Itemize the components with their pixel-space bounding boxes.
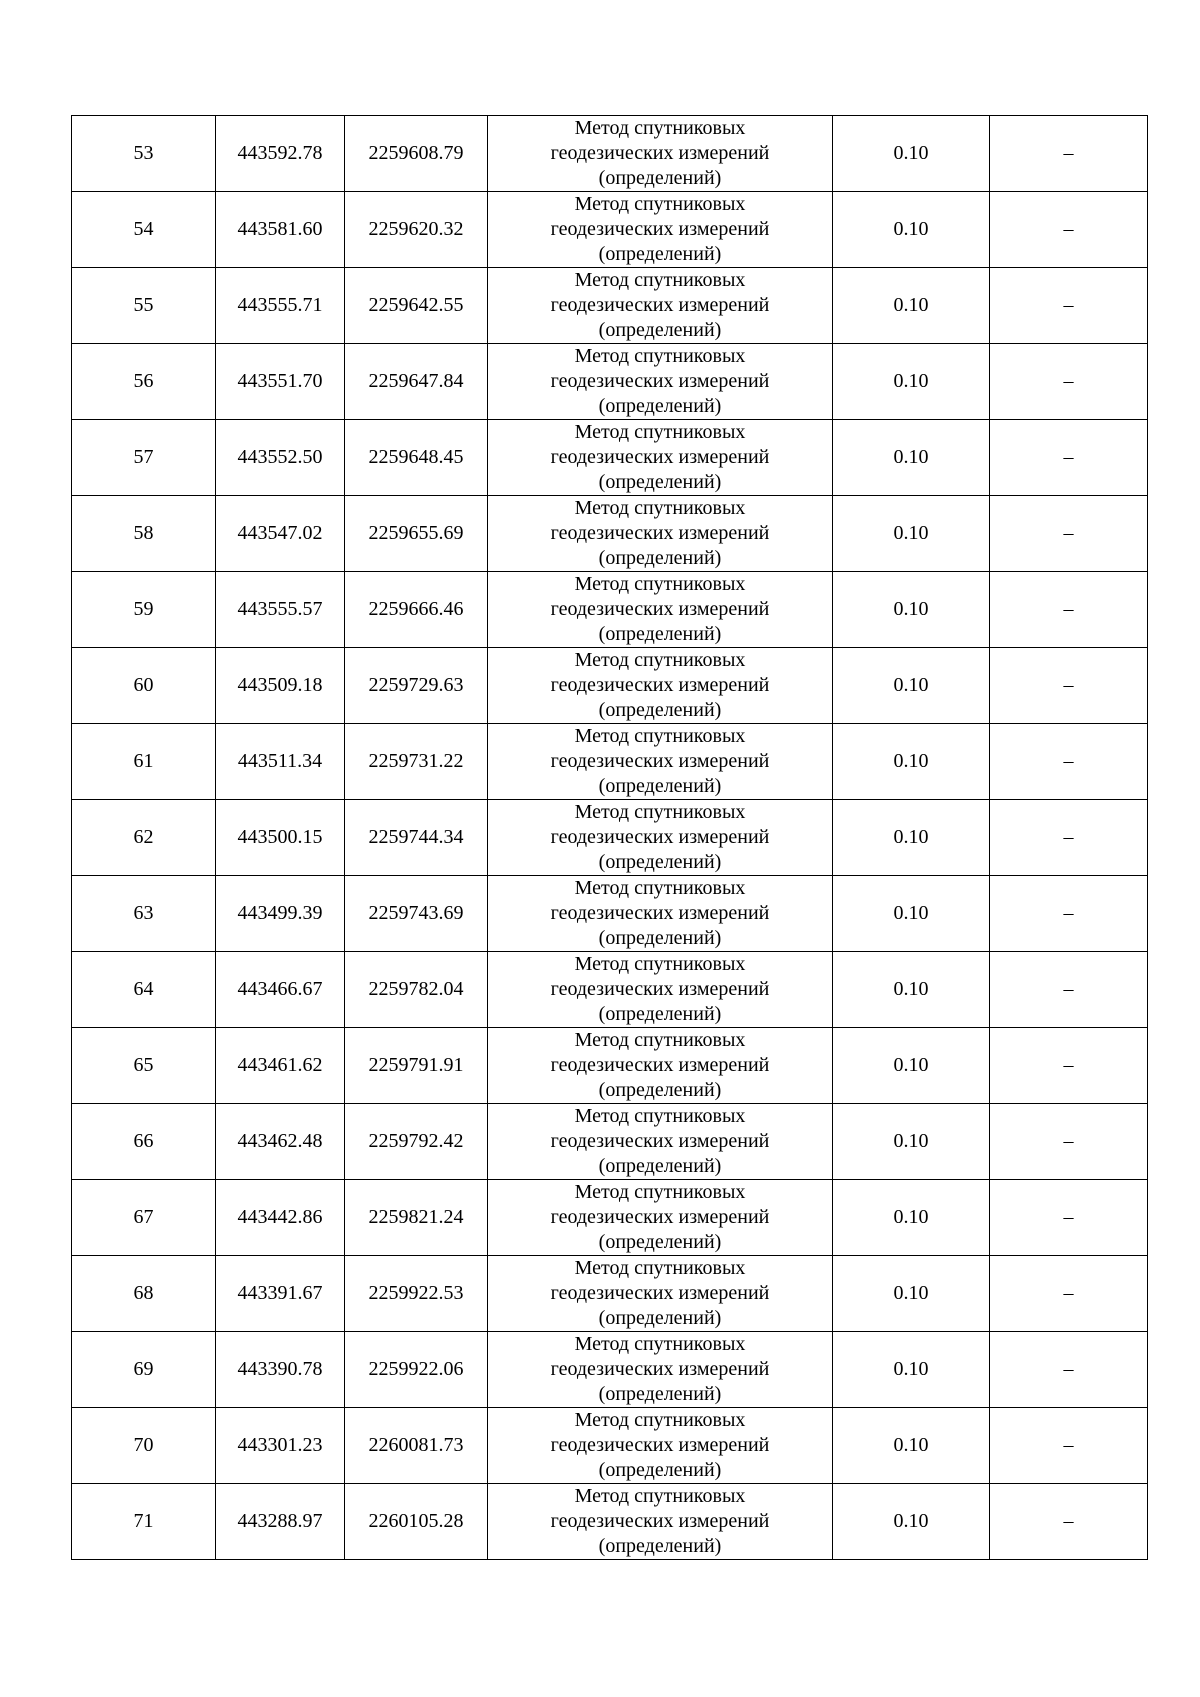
x-coordinate-cell: 443555.71	[216, 268, 345, 344]
description-cell: –	[990, 344, 1148, 420]
x-coordinate-cell: 443555.57	[216, 572, 345, 648]
accuracy-cell: 0.10	[833, 800, 990, 876]
x-coordinate-cell: 443390.78	[216, 1332, 345, 1408]
x-coordinate-cell: 443391.67	[216, 1256, 345, 1332]
table-row	[72, 876, 1148, 952]
method-text-line: (определений)	[598, 1307, 722, 1329]
accuracy-cell: 0.10	[833, 1408, 990, 1484]
description-cell: –	[990, 572, 1148, 648]
method-text-line: геодезических измерений	[550, 750, 770, 772]
description-cell: –	[990, 724, 1148, 800]
method-text-line: (определений)	[598, 1079, 722, 1101]
accuracy-cell: 0.10	[833, 1028, 990, 1104]
description-cell: –	[990, 1256, 1148, 1332]
point-number-cell: 62	[72, 800, 216, 876]
description-cell: –	[990, 952, 1148, 1028]
table-row	[72, 268, 1148, 344]
method-cell	[488, 876, 833, 952]
table-row	[72, 572, 1148, 648]
point-number-cell: 57	[72, 420, 216, 496]
method-text-line: Метод спутниковых	[574, 725, 746, 747]
y-coordinate-cell: 2259666.46	[345, 572, 488, 648]
y-coordinate-cell: 2259642.55	[345, 268, 488, 344]
y-coordinate-cell: 2259922.53	[345, 1256, 488, 1332]
method-text-line: геодезических измерений	[550, 978, 770, 1000]
y-coordinate-cell: 2259821.24	[345, 1180, 488, 1256]
point-number-cell: 58	[72, 496, 216, 572]
table-row	[72, 1180, 1148, 1256]
method-text-line: (определений)	[598, 623, 722, 645]
y-coordinate-cell: 2259620.32	[345, 192, 488, 268]
method-cell	[488, 192, 833, 268]
x-coordinate-cell: 443442.86	[216, 1180, 345, 1256]
table-row	[72, 648, 1148, 724]
method-text-line: (определений)	[598, 471, 722, 493]
method-text-line: (определений)	[598, 1459, 722, 1481]
method-text-line: Метод спутниковых	[574, 573, 746, 595]
accuracy-cell: 0.10	[833, 116, 990, 192]
method-text-line: Метод спутниковых	[574, 497, 746, 519]
description-cell: –	[990, 116, 1148, 192]
method-text-line: Метод спутниковых	[574, 877, 746, 899]
x-coordinate-cell: 443466.67	[216, 952, 345, 1028]
x-coordinate-cell: 443581.60	[216, 192, 345, 268]
y-coordinate-cell: 2259782.04	[345, 952, 488, 1028]
method-text-line: Метод спутниковых	[574, 1409, 746, 1431]
table-row	[72, 116, 1148, 192]
description-cell: –	[990, 1104, 1148, 1180]
x-coordinate-cell: 443499.39	[216, 876, 345, 952]
method-text-line: Метод спутниковых	[574, 421, 746, 443]
method-text-line: (определений)	[598, 1155, 722, 1177]
y-coordinate-cell: 2260105.28	[345, 1484, 488, 1560]
description-cell: –	[990, 268, 1148, 344]
table-row	[72, 952, 1148, 1028]
point-number-cell: 63	[72, 876, 216, 952]
method-text-line: (определений)	[598, 699, 722, 721]
x-coordinate-cell: 443462.48	[216, 1104, 345, 1180]
method-text-line: (определений)	[598, 1003, 722, 1025]
accuracy-cell: 0.10	[833, 192, 990, 268]
point-number-cell: 56	[72, 344, 216, 420]
method-text-line: геодезических измерений	[550, 522, 770, 544]
method-text-line: геодезических измерений	[550, 370, 770, 392]
method-cell	[488, 496, 833, 572]
table-row	[72, 1484, 1148, 1560]
description-cell: –	[990, 1180, 1148, 1256]
method-text-line: Метод спутниковых	[574, 345, 746, 367]
method-text-line: геодезических измерений	[550, 598, 770, 620]
method-cell	[488, 1332, 833, 1408]
table-row	[72, 724, 1148, 800]
table-row	[72, 192, 1148, 268]
method-cell	[488, 344, 833, 420]
x-coordinate-cell: 443288.97	[216, 1484, 345, 1560]
method-text-line: геодезических измерений	[550, 674, 770, 696]
method-text-line: геодезических измерений	[550, 446, 770, 468]
method-text-line: Метод спутниковых	[574, 269, 746, 291]
point-number-cell: 69	[72, 1332, 216, 1408]
method-text-line: геодезических измерений	[550, 1510, 770, 1532]
x-coordinate-cell: 443547.02	[216, 496, 345, 572]
x-coordinate-cell: 443461.62	[216, 1028, 345, 1104]
table-row	[72, 344, 1148, 420]
y-coordinate-cell: 2259655.69	[345, 496, 488, 572]
point-number-cell: 68	[72, 1256, 216, 1332]
method-text-line: Метод спутниковых	[574, 117, 746, 139]
x-coordinate-cell: 443500.15	[216, 800, 345, 876]
method-cell	[488, 116, 833, 192]
method-text-line: геодезических измерений	[550, 1282, 770, 1304]
y-coordinate-cell: 2259729.63	[345, 648, 488, 724]
method-text-line: (определений)	[598, 775, 722, 797]
method-text-line: (определений)	[598, 1231, 722, 1253]
method-text-line: (определений)	[598, 851, 722, 873]
method-text-line: Метод спутниковых	[574, 953, 746, 975]
accuracy-cell: 0.10	[833, 344, 990, 420]
accuracy-cell: 0.10	[833, 1180, 990, 1256]
method-text-line: Метод спутниковых	[574, 1105, 746, 1127]
accuracy-cell: 0.10	[833, 268, 990, 344]
point-number-cell: 60	[72, 648, 216, 724]
accuracy-cell: 0.10	[833, 572, 990, 648]
x-coordinate-cell: 443511.34	[216, 724, 345, 800]
method-text-line: Метод спутниковых	[574, 1485, 746, 1507]
method-text-line: (определений)	[598, 167, 722, 189]
accuracy-cell: 0.10	[833, 952, 990, 1028]
description-cell: –	[990, 1332, 1148, 1408]
method-cell	[488, 1256, 833, 1332]
method-text-line: геодезических измерений	[550, 218, 770, 240]
accuracy-cell: 0.10	[833, 1332, 990, 1408]
point-number-cell: 53	[72, 116, 216, 192]
y-coordinate-cell: 2259731.22	[345, 724, 488, 800]
method-text-line: геодезических измерений	[550, 1130, 770, 1152]
method-text-line: геодезических измерений	[550, 1054, 770, 1076]
method-cell	[488, 800, 833, 876]
method-text-line: Метод спутниковых	[574, 649, 746, 671]
description-cell: –	[990, 496, 1148, 572]
accuracy-cell: 0.10	[833, 876, 990, 952]
point-number-cell: 66	[72, 1104, 216, 1180]
x-coordinate-cell: 443552.50	[216, 420, 345, 496]
accuracy-cell: 0.10	[833, 1104, 990, 1180]
method-text-line: геодезических измерений	[550, 1206, 770, 1228]
x-coordinate-cell: 443551.70	[216, 344, 345, 420]
coordinates-table	[71, 115, 1148, 1560]
coordinates-table-body	[72, 116, 1148, 1560]
method-cell	[488, 420, 833, 496]
method-cell	[488, 1484, 833, 1560]
accuracy-cell: 0.10	[833, 1484, 990, 1560]
y-coordinate-cell: 2259743.69	[345, 876, 488, 952]
y-coordinate-cell: 2259648.45	[345, 420, 488, 496]
method-text-line: Метод спутниковых	[574, 1029, 746, 1051]
x-coordinate-cell: 443592.78	[216, 116, 345, 192]
y-coordinate-cell: 2259744.34	[345, 800, 488, 876]
table-row	[72, 496, 1148, 572]
description-cell: –	[990, 192, 1148, 268]
method-text-line: Метод спутниковых	[574, 1333, 746, 1355]
accuracy-cell: 0.10	[833, 724, 990, 800]
method-text-line: геодезических измерений	[550, 1358, 770, 1380]
point-number-cell: 54	[72, 192, 216, 268]
method-text-line: Метод спутниковых	[574, 801, 746, 823]
x-coordinate-cell: 443301.23	[216, 1408, 345, 1484]
accuracy-cell: 0.10	[833, 496, 990, 572]
method-text-line: (определений)	[598, 243, 722, 265]
method-text-line: (определений)	[598, 1383, 722, 1405]
accuracy-cell: 0.10	[833, 420, 990, 496]
table-row	[72, 800, 1148, 876]
point-number-cell: 61	[72, 724, 216, 800]
point-number-cell: 65	[72, 1028, 216, 1104]
description-cell: –	[990, 876, 1148, 952]
y-coordinate-cell: 2259792.42	[345, 1104, 488, 1180]
method-cell	[488, 268, 833, 344]
point-number-cell: 70	[72, 1408, 216, 1484]
table-row	[72, 1332, 1148, 1408]
method-text-line: Метод спутниковых	[574, 1181, 746, 1203]
method-text-line: геодезических измерений	[550, 1434, 770, 1456]
point-number-cell: 55	[72, 268, 216, 344]
table-row	[72, 1256, 1148, 1332]
y-coordinate-cell: 2259647.84	[345, 344, 488, 420]
method-text-line: геодезических измерений	[550, 294, 770, 316]
x-coordinate-cell: 443509.18	[216, 648, 345, 724]
accuracy-cell: 0.10	[833, 1256, 990, 1332]
point-number-cell: 64	[72, 952, 216, 1028]
method-cell	[488, 724, 833, 800]
description-cell: –	[990, 800, 1148, 876]
method-text-line: (определений)	[598, 1535, 722, 1557]
method-cell	[488, 1028, 833, 1104]
method-text-line: (определений)	[598, 319, 722, 341]
method-cell	[488, 1408, 833, 1484]
y-coordinate-cell: 2259922.06	[345, 1332, 488, 1408]
point-number-cell: 67	[72, 1180, 216, 1256]
table-row	[72, 1408, 1148, 1484]
method-cell	[488, 1104, 833, 1180]
point-number-cell: 71	[72, 1484, 216, 1560]
method-cell	[488, 648, 833, 724]
method-text-line: (определений)	[598, 547, 722, 569]
method-text-line: Метод спутниковых	[574, 1257, 746, 1279]
description-cell: –	[990, 420, 1148, 496]
method-text-line: геодезических измерений	[550, 826, 770, 848]
table-row	[72, 1104, 1148, 1180]
method-cell	[488, 572, 833, 648]
description-cell: –	[990, 1484, 1148, 1560]
table-row	[72, 420, 1148, 496]
method-cell	[488, 952, 833, 1028]
method-text-line: (определений)	[598, 395, 722, 417]
method-cell	[488, 1180, 833, 1256]
y-coordinate-cell: 2259608.79	[345, 116, 488, 192]
y-coordinate-cell: 2259791.91	[345, 1028, 488, 1104]
point-number-cell: 59	[72, 572, 216, 648]
method-text-line: (определений)	[598, 927, 722, 949]
description-cell: –	[990, 1028, 1148, 1104]
accuracy-cell: 0.10	[833, 648, 990, 724]
table-row	[72, 1028, 1148, 1104]
method-text-line: Метод спутниковых	[574, 193, 746, 215]
method-text-line: геодезических измерений	[550, 902, 770, 924]
description-cell: –	[990, 648, 1148, 724]
y-coordinate-cell: 2260081.73	[345, 1408, 488, 1484]
method-text-line: геодезических измерений	[550, 142, 770, 164]
description-cell: –	[990, 1408, 1148, 1484]
